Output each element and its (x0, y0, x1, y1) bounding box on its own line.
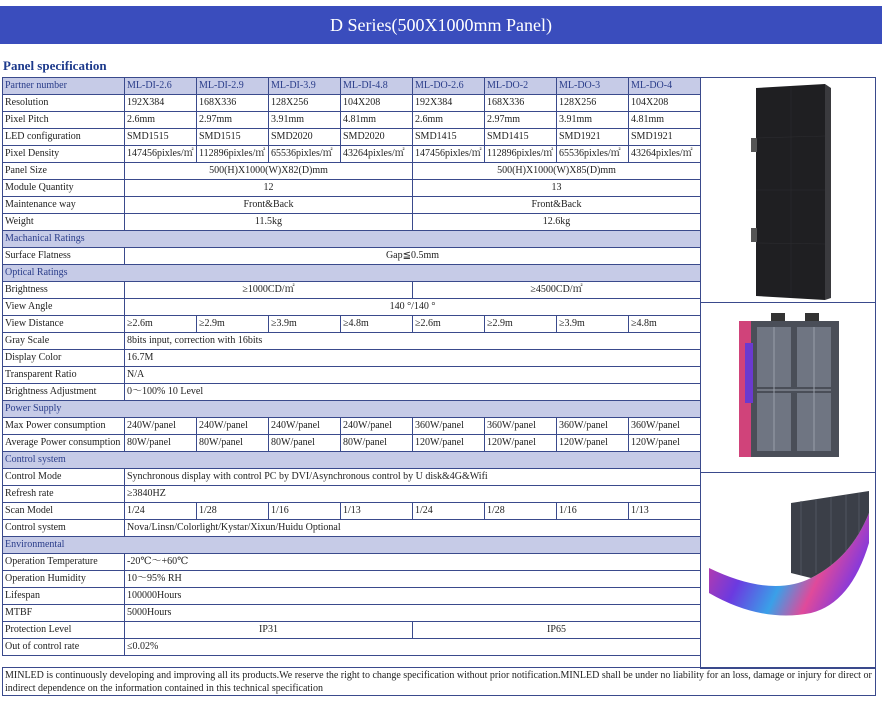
spec-cell: 2.97mm (197, 112, 269, 129)
page-title-banner (0, 6, 882, 44)
spec-cell: 65536pixles/㎡ (557, 146, 629, 163)
spec-cell: 168X336 (197, 95, 269, 112)
spec-row-op-temp (3, 554, 701, 571)
spec-cell: SMD2020 (269, 129, 341, 146)
spec-row-sec-power (3, 401, 701, 418)
spec-cell: ≥2.9m (485, 316, 557, 333)
spec-cell: ≤0.02% (125, 639, 701, 656)
spec-cell: 1/28 (197, 503, 269, 520)
spec-cell: 192X384 (125, 95, 197, 112)
spec-cell: 360W/panel (557, 418, 629, 435)
spec-cell: IP31 (125, 622, 413, 639)
spec-cell: ML-DI-4.8 (341, 78, 413, 95)
spec-cell: ≥3840HZ (125, 486, 701, 503)
spec-cell: 80W/panel (197, 435, 269, 452)
spec-cell: ≥4.8m (341, 316, 413, 333)
spec-cell: 5000Hours (125, 605, 701, 622)
spec-cell: 8bits input, correction with 16bits (125, 333, 701, 350)
spec-row-pixel-pitch (3, 112, 701, 129)
spec-cell: 1/13 (629, 503, 701, 520)
spec-cell: SMD1921 (629, 129, 701, 146)
spec-table (2, 77, 701, 656)
spec-cell: Optical Ratings (3, 265, 701, 282)
spec-cell: 120W/panel (629, 435, 701, 452)
spec-row-view-distance (3, 316, 701, 333)
spec-cell: SMD1415 (485, 129, 557, 146)
spec-cell: Maintenance way (3, 197, 125, 214)
spec-cell: 13 (413, 180, 701, 197)
spec-cell: 120W/panel (557, 435, 629, 452)
spec-cell: Refresh rate (3, 486, 125, 503)
spec-cell: Front&Back (125, 197, 413, 214)
spec-cell: 0～100% 10 Level (125, 384, 701, 401)
spec-cell: 1/16 (557, 503, 629, 520)
spec-cell: 240W/panel (269, 418, 341, 435)
spec-row-gray-scale (3, 333, 701, 350)
spec-cell: Resolution (3, 95, 125, 112)
spec-cell: 11.5kg (125, 214, 413, 231)
spec-cell: 120W/panel (413, 435, 485, 452)
page-title: D Series(500X1000mm Panel) (330, 14, 552, 35)
spec-cell: Display Color (3, 350, 125, 367)
spec-row-view-angle (3, 299, 701, 316)
spec-cell: ≥3.9m (557, 316, 629, 333)
spec-cell: Gap≦0.5mm (125, 248, 701, 265)
spec-cell: 12 (125, 180, 413, 197)
spec-cell: 360W/panel (629, 418, 701, 435)
spec-cell: View Distance (3, 316, 125, 333)
spec-cell: -20℃～+60℃ (125, 554, 701, 571)
spec-row-panel-size (3, 163, 701, 180)
spec-cell: Operation Temperature (3, 554, 125, 571)
spec-cell: 128X256 (557, 95, 629, 112)
spec-row-resolution (3, 95, 701, 112)
spec-cell: 2.6mm (413, 112, 485, 129)
spec-row-sec-env (3, 537, 701, 554)
spec-cell: ML-DO-2 (485, 78, 557, 95)
spec-cell: ≥2.9m (197, 316, 269, 333)
spec-row-sec-control (3, 452, 701, 469)
spec-row-op-humidity (3, 571, 701, 588)
spec-cell: 240W/panel (341, 418, 413, 435)
spec-cell: 128X256 (269, 95, 341, 112)
spec-cell: Brightness Adjustment (3, 384, 125, 401)
spec-cell: 4.81mm (341, 112, 413, 129)
spec-cell: ML-DO-3 (557, 78, 629, 95)
spec-row-lifespan (3, 588, 701, 605)
spec-cell: MTBF (3, 605, 125, 622)
spec-cell: Protection Level (3, 622, 125, 639)
spec-cell: LED configuration (3, 129, 125, 146)
spec-cell: ≥1000CD/㎡ (125, 282, 413, 299)
spec-cell: Synchronous display with control PC by DVI/Asynchronous control by U disk&4G&Wifi (125, 469, 701, 486)
spec-cell: Machanical Ratings (3, 231, 701, 248)
spec-cell: N/A (125, 367, 701, 384)
spec-cell: ≥2.6m (125, 316, 197, 333)
spec-cell: Pixel Pitch (3, 112, 125, 129)
spec-row-pixel-density (3, 146, 701, 163)
spec-cell: Partner number (3, 78, 125, 95)
spec-cell: 104X208 (629, 95, 701, 112)
product-images (700, 77, 876, 667)
spec-cell: 3.91mm (557, 112, 629, 129)
spec-cell: 12.6kg (413, 214, 701, 231)
spec-cell: 240W/panel (197, 418, 269, 435)
spec-row-flatness (3, 248, 701, 265)
spec-cell: SMD2020 (341, 129, 413, 146)
spec-cell: 4.81mm (629, 112, 701, 129)
section-title: Panel specification (3, 58, 107, 73)
spec-cell: 120W/panel (485, 435, 557, 452)
spec-cell: ML-DO-4 (629, 78, 701, 95)
spec-cell: Operation Humidity (3, 571, 125, 588)
spec-cell: Pixel Density (3, 146, 125, 163)
spec-cell: SMD1515 (125, 129, 197, 146)
spec-row-out-of-control (3, 639, 701, 656)
spec-row-display-color (3, 350, 701, 367)
spec-cell: Module Quantity (3, 180, 125, 197)
spec-cell: 80W/panel (269, 435, 341, 452)
disclaimer-footer: MINLED is continuously developing and improving all its products.We reserve the right to change specification without prior notification.MINLED shall be under no liability for an loss, damage or injury for direct or indirect dependence on the information contained in this technical specification (2, 667, 876, 696)
spec-row-max-power (3, 418, 701, 435)
spec-cell: ML-DI-2.6 (125, 78, 197, 95)
spec-cell: 2.6mm (125, 112, 197, 129)
spec-cell: View Angle (3, 299, 125, 316)
panel-rear-image (700, 302, 876, 474)
spec-cell: 1/13 (341, 503, 413, 520)
spec-cell: 80W/panel (341, 435, 413, 452)
spec-cell: 112896pixles/㎡ (197, 146, 269, 163)
spec-row-maintenance (3, 197, 701, 214)
spec-cell: Surface Flatness (3, 248, 125, 265)
spec-cell: 43264pixles/㎡ (629, 146, 701, 163)
spec-cell: 360W/panel (413, 418, 485, 435)
spec-cell: 16.7M (125, 350, 701, 367)
spec-cell: Nova/Linsn/Colorlight/Kystar/Xixun/Huidu Optional (125, 520, 701, 537)
curved-screen-image (700, 472, 876, 669)
spec-row-control-system (3, 520, 701, 537)
spec-cell: ≥4500CD/㎡ (413, 282, 701, 299)
spec-cell: Control Mode (3, 469, 125, 486)
spec-cell: Lifespan (3, 588, 125, 605)
spec-cell: ≥4.8m (629, 316, 701, 333)
spec-cell: Transparent Ratio (3, 367, 125, 384)
spec-cell: Power Supply (3, 401, 701, 418)
spec-row-refresh (3, 486, 701, 503)
spec-cell: 2.97mm (485, 112, 557, 129)
spec-row-control-mode (3, 469, 701, 486)
spec-cell: 80W/panel (125, 435, 197, 452)
spec-row-sec-mech (3, 231, 701, 248)
spec-cell: 1/24 (125, 503, 197, 520)
spec-cell: ML-DI-2.9 (197, 78, 269, 95)
spec-cell: 1/24 (413, 503, 485, 520)
spec-cell: ML-DO-2.6 (413, 78, 485, 95)
spec-row-brightness (3, 282, 701, 299)
spec-cell: IP65 (413, 622, 701, 639)
spec-cell: 3.91mm (269, 112, 341, 129)
spec-row-led-config (3, 129, 701, 146)
spec-row-header (3, 78, 701, 95)
spec-cell: ML-DI-3.9 (269, 78, 341, 95)
spec-row-avg-power (3, 435, 701, 452)
spec-row-weight (3, 214, 701, 231)
spec-cell: Average Power consumption (3, 435, 125, 452)
spec-cell: 104X208 (341, 95, 413, 112)
spec-row-module-qty (3, 180, 701, 197)
spec-cell: SMD1415 (413, 129, 485, 146)
spec-cell: 360W/panel (485, 418, 557, 435)
spec-cell: Max Power consumption (3, 418, 125, 435)
spec-cell: 100000Hours (125, 588, 701, 605)
spec-cell: Environmental (3, 537, 701, 554)
spec-cell: Brightness (3, 282, 125, 299)
spec-cell: 1/16 (269, 503, 341, 520)
spec-row-mtbf (3, 605, 701, 622)
spec-cell: Panel Size (3, 163, 125, 180)
spec-cell: 240W/panel (125, 418, 197, 435)
spec-cell: Control system (3, 520, 125, 537)
spec-cell: Front&Back (413, 197, 701, 214)
spec-row-transparent (3, 367, 701, 384)
spec-cell: 500(H)X1000(W)X82(D)mm (125, 163, 413, 180)
spec-cell: 65536pixles/㎡ (269, 146, 341, 163)
spec-row-sec-optical (3, 265, 701, 282)
panel-front-image (700, 77, 876, 304)
spec-cell: 168X336 (485, 95, 557, 112)
spec-cell: 147456pixles/㎡ (125, 146, 197, 163)
spec-cell: Weight (3, 214, 125, 231)
spec-cell: 500(H)X1000(W)X85(D)mm (413, 163, 701, 180)
spec-cell: Control system (3, 452, 701, 469)
spec-cell: SMD1515 (197, 129, 269, 146)
spec-cell: 1/28 (485, 503, 557, 520)
spec-row-scan-mode (3, 503, 701, 520)
spec-cell: 10～95% RH (125, 571, 701, 588)
spec-cell: ≥3.9m (269, 316, 341, 333)
spec-cell: SMD1921 (557, 129, 629, 146)
spec-table-body (3, 78, 701, 656)
spec-cell: 112896pixles/㎡ (485, 146, 557, 163)
spec-cell: 147456pixles/㎡ (413, 146, 485, 163)
spec-row-brightness-adj (3, 384, 701, 401)
spec-cell: 192X384 (413, 95, 485, 112)
spec-cell: Out of control rate (3, 639, 125, 656)
spec-cell: 140 °/140 ° (125, 299, 701, 316)
spec-row-protection (3, 622, 701, 639)
spec-cell: Gray Scale (3, 333, 125, 350)
spec-cell: ≥2.6m (413, 316, 485, 333)
spec-cell: 43264pixles/㎡ (341, 146, 413, 163)
spec-cell: Scan Model (3, 503, 125, 520)
